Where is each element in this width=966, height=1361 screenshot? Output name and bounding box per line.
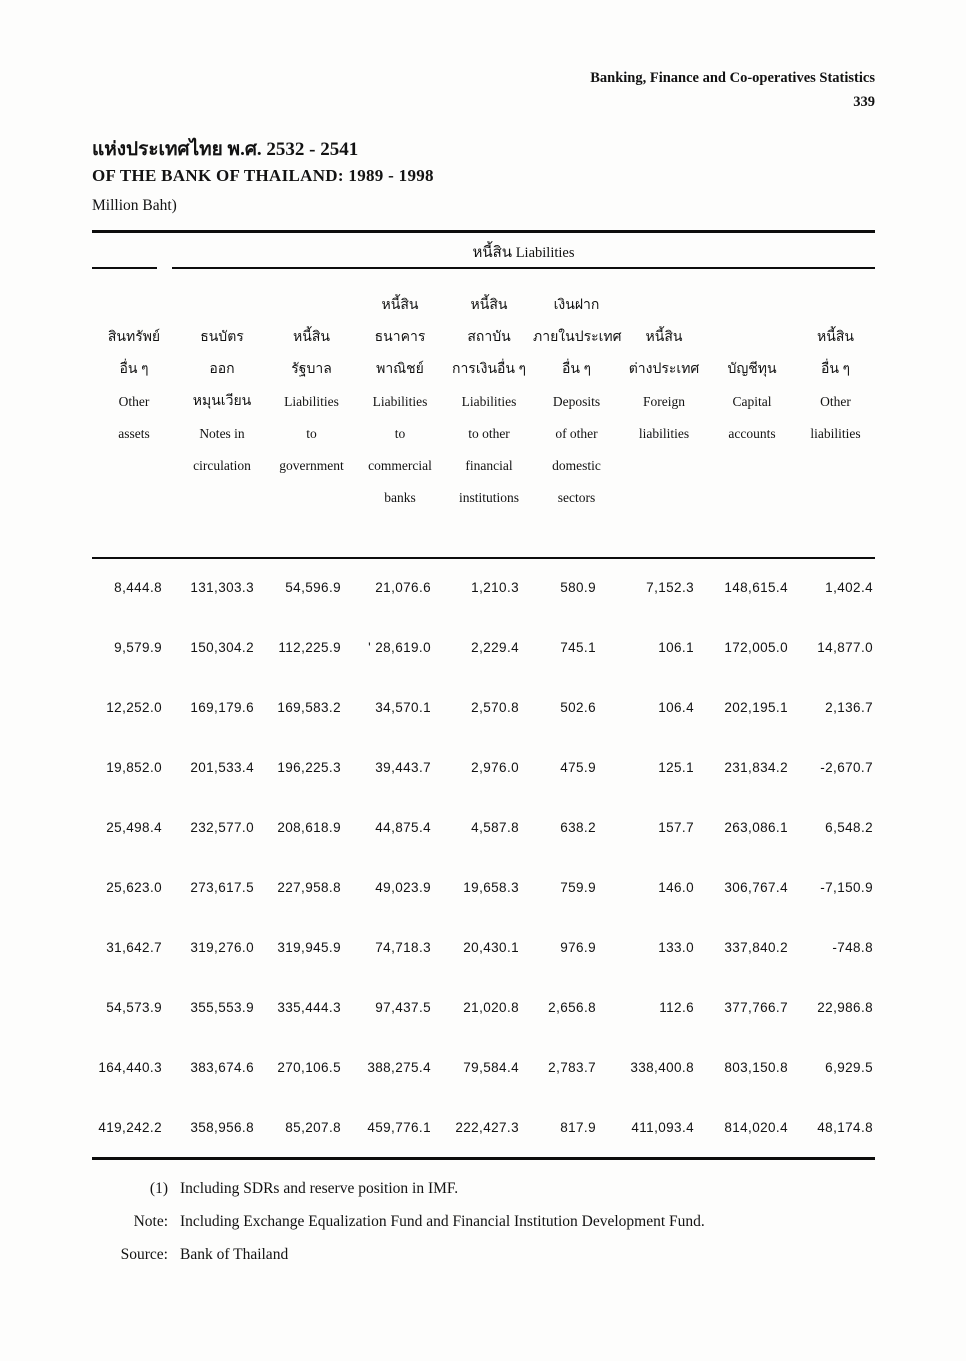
column-header-other-liabilities-line5: liabilities bbox=[810, 426, 861, 441]
footnote-label: Note: bbox=[133, 1213, 168, 1230]
table-cell-r9-c9: 6,929.5 bbox=[825, 1059, 873, 1075]
footnote-text: Including SDRs and reserve position in IMF. bbox=[180, 1180, 459, 1197]
table-cell-r1-c5: 1,210.3 bbox=[471, 579, 519, 595]
page-number: 339 bbox=[853, 94, 875, 110]
table-top-rule bbox=[92, 230, 875, 233]
column-header-liabilities-to-commercial-banks-line5: to bbox=[394, 426, 406, 441]
column-header-deposits-of-other-domestic-sectors-line7: sectors bbox=[557, 490, 596, 505]
table-cell-r3-c4: 34,570.1 bbox=[375, 699, 431, 715]
column-header-other-liabilities-line4: Other bbox=[820, 394, 851, 409]
column-header-notes-in-circulation-line5: Notes in bbox=[199, 426, 245, 441]
table-cell-r5-c6: 638.2 bbox=[560, 819, 596, 835]
unit-label: Million Baht) bbox=[92, 197, 177, 214]
column-header-liabilities-to-commercial-banks-line4: Liabilities bbox=[372, 394, 428, 409]
table-cell-r4-c9: -2,670.7 bbox=[820, 759, 873, 775]
table-cell-r10-c5: 222,427.3 bbox=[455, 1119, 519, 1135]
column-header-deposits-of-other-domestic-sectors-line4: Deposits bbox=[552, 394, 601, 409]
table-cell-r1-c6: 580.9 bbox=[560, 579, 596, 595]
table-cell-r2-c6: 745.1 bbox=[560, 639, 596, 655]
column-header-liabilities-to-commercial-banks-line2: ธนาคาร bbox=[374, 330, 426, 345]
table-cell-r8-c6: 2,656.8 bbox=[548, 999, 596, 1015]
column-header-other-assets-line4: Other bbox=[118, 394, 150, 409]
footnotes bbox=[92, 1180, 875, 1279]
title-thai: แห่งประเทศไทย พ.ศ. 2532 - 2541 bbox=[92, 139, 359, 160]
footnote-label: (1) bbox=[149, 1180, 168, 1197]
column-header-foreign-liabilities-line5: liabilities bbox=[638, 426, 690, 441]
column-header-liabilities-to-other-financial-institutions-line6: financial bbox=[465, 458, 513, 473]
column-header-notes-in-circulation-line4: หมุนเวียน bbox=[192, 394, 252, 409]
table-cell-r4-c3: 196,225.3 bbox=[277, 759, 341, 775]
table-body bbox=[92, 557, 875, 1157]
table-cell-r6-c5: 19,658.3 bbox=[463, 879, 519, 895]
group-header-thai: หนี้สิน bbox=[472, 245, 513, 261]
column-header-liabilities-to-other-financial-institutions-line4: Liabilities bbox=[461, 394, 517, 409]
column-header-capital-accounts-line7 bbox=[708, 482, 796, 514]
column-header-other-assets-line5: assets bbox=[118, 426, 150, 441]
column-header-liabilities-to-other-financial-institutions-line5: to other bbox=[468, 426, 510, 441]
table-cell-r7-c3: 319,945.9 bbox=[277, 939, 341, 955]
column-header-liabilities-to-commercial-banks-line7: banks bbox=[384, 490, 416, 505]
table-cell-r9-c5: 79,584.4 bbox=[463, 1059, 519, 1075]
table-cell-r6-c3: 227,958.8 bbox=[277, 879, 341, 895]
page-header bbox=[590, 66, 875, 114]
table-cell-r6-c8: 306,767.4 bbox=[724, 879, 788, 895]
table-cell-r3-c6: 502.6 bbox=[560, 699, 596, 715]
table-cell-r9-c8: 803,150.8 bbox=[724, 1059, 788, 1075]
table-cell-r4-c8: 231,834.2 bbox=[724, 759, 788, 775]
table-cell-r3-c1: 12,252.0 bbox=[106, 699, 162, 715]
table-cell-r10-c7: 411,093.4 bbox=[631, 1119, 694, 1135]
table-bottom-rule bbox=[92, 1157, 875, 1160]
table-cell-r5-c3: 208,618.9 bbox=[277, 819, 341, 835]
column-header-other-liabilities-line2: หนี้สิน bbox=[817, 330, 854, 345]
table-cell-r4-c4: 39,443.7 bbox=[375, 759, 431, 775]
footnote-label: Source: bbox=[120, 1246, 168, 1263]
table-cell-r2-c2: 150,304.2 bbox=[190, 639, 254, 655]
table-cell-r3-c3: 169,583.2 bbox=[277, 699, 341, 715]
table-cell-r6-c7: 146.0 bbox=[658, 879, 694, 895]
footnote-row bbox=[92, 1213, 875, 1246]
table-cell-r9-c1: 164,440.3 bbox=[98, 1059, 162, 1075]
table-cell-r4-c1: 19,852.0 bbox=[106, 759, 162, 775]
table-cell-r7-c5: 20,430.1 bbox=[463, 939, 519, 955]
column-header-deposits-of-other-domestic-sectors-line5: of other bbox=[555, 426, 598, 441]
table-cell-r5-c2: 232,577.0 bbox=[190, 819, 254, 835]
table-cell-r3-c8: 202,195.1 bbox=[724, 699, 788, 715]
table-cell-r5-c7: 157.7 bbox=[658, 819, 694, 835]
column-header-foreign-liabilities-line2: หนี้สิน bbox=[645, 330, 683, 345]
table-cell-r10-c6: 817.9 bbox=[560, 1119, 596, 1135]
table-cell-r8-c5: 21,020.8 bbox=[463, 999, 519, 1015]
column-header-other-assets-line3: อื่น ๆ bbox=[119, 362, 149, 377]
table-cell-r9-c7: 338,400.8 bbox=[630, 1059, 694, 1075]
column-header-deposits-of-other-domestic-sectors-line2: ภายในประเทศ bbox=[533, 330, 622, 345]
table-cell-r7-c7: 133.0 bbox=[658, 939, 694, 955]
table-cell-r7-c9: -748.8 bbox=[832, 939, 873, 955]
table-cell-r5-c9: 6,548.2 bbox=[825, 819, 873, 835]
column-header-liabilities-to-other-financial-institutions-line7: institutions bbox=[458, 490, 519, 505]
table-cell-r10-c1: 419,242.2 bbox=[98, 1119, 162, 1135]
column-header-capital-accounts-line6 bbox=[708, 450, 796, 482]
column-header-liabilities-to-government-line4: Liabilities bbox=[284, 394, 339, 409]
column-header-other-liabilities-line6 bbox=[796, 450, 875, 482]
table-cell-r6-c2: 273,617.5 bbox=[190, 879, 254, 895]
column-header-deposits-of-other-domestic-sectors-line6: domestic bbox=[552, 458, 601, 473]
table-cell-r2-c7: 106.1 bbox=[658, 639, 694, 655]
table-cell-r4-c2: 201,533.4 bbox=[190, 759, 254, 775]
column-header-foreign-liabilities-line7 bbox=[620, 482, 708, 514]
table-cell-r7-c1: 31,642.7 bbox=[106, 939, 162, 955]
table-cell-r8-c8: 377,766.7 bbox=[724, 999, 788, 1015]
column-header-liabilities-to-commercial-banks-line3: พาณิชย์ bbox=[376, 362, 424, 377]
table-cell-r5-c5: 4,587.8 bbox=[471, 819, 519, 835]
liabilities-group-header bbox=[172, 240, 875, 264]
column-header-liabilities-to-government-line3: รัฐบาล bbox=[291, 362, 332, 377]
table-cell-r5-c1: 25,498.4 bbox=[106, 819, 162, 835]
footnote-text: Bank of Thailand bbox=[180, 1246, 289, 1263]
column-header-other-assets-line7 bbox=[92, 482, 176, 514]
column-headers bbox=[92, 290, 875, 514]
footnote-row bbox=[92, 1246, 875, 1279]
table-cell-r6-c1: 25,623.0 bbox=[106, 879, 162, 895]
table-cell-r1-c3: 54,596.9 bbox=[285, 579, 341, 595]
column-header-other-assets-line6 bbox=[92, 450, 176, 482]
table-cell-r2-c5: 2,229.4 bbox=[471, 639, 519, 655]
column-header-liabilities-to-government-line2: หนี้สิน bbox=[293, 330, 330, 345]
table-cell-r2-c1: 9,579.9 bbox=[114, 639, 162, 655]
table-cell-r5-c4: 44,875.4 bbox=[375, 819, 431, 835]
table-cell-r1-c4: 21,076.6 bbox=[375, 579, 431, 595]
table-cell-r8-c2: 355,553.9 bbox=[190, 999, 254, 1015]
column-header-liabilities-to-other-financial-institutions-line2: สถาบัน bbox=[467, 330, 511, 345]
table-cell-r2-c3: 112,225.9 bbox=[278, 639, 341, 655]
table-cell-r7-c6: 976.9 bbox=[560, 939, 596, 955]
column-header-foreign-liabilities-line6 bbox=[620, 450, 708, 482]
column-header-capital-accounts-line4: Capital bbox=[732, 394, 772, 409]
table-cell-r10-c4: 459,776.1 bbox=[367, 1119, 431, 1135]
table-cell-r7-c4: 74,718.3 bbox=[375, 939, 431, 955]
table-cell-r9-c2: 383,674.6 bbox=[190, 1059, 254, 1075]
table-cell-r9-c6: 2,783.7 bbox=[548, 1059, 596, 1075]
column-header-notes-in-circulation-line1 bbox=[176, 290, 268, 322]
footnote-row bbox=[92, 1180, 875, 1213]
footnote-text: Including Exchange Equalization Fund and Financial Institution Development Fund. bbox=[180, 1213, 705, 1230]
column-header-capital-accounts-line5: accounts bbox=[728, 426, 776, 441]
liabilities-header-rule bbox=[172, 267, 875, 269]
column-header-notes-in-circulation-line3: ออก bbox=[209, 362, 235, 377]
table-cell-r10-c3: 85,207.8 bbox=[285, 1119, 341, 1135]
column-header-notes-in-circulation-line6: circulation bbox=[193, 458, 251, 473]
column-header-deposits-of-other-domestic-sectors-line1: เงินฝาก bbox=[553, 298, 600, 313]
table-cell-r10-c2: 358,956.8 bbox=[190, 1119, 254, 1135]
table-cell-r1-c9: 1,402.4 bbox=[825, 579, 873, 595]
series-title: Banking, Finance and Co-operatives Statistics bbox=[590, 70, 875, 86]
group-header-english: Liabilities bbox=[515, 245, 575, 261]
column-header-liabilities-to-other-financial-institutions-line3: การเงินอื่น ๆ bbox=[451, 362, 527, 377]
column-header-liabilities-to-commercial-banks-line6: commercial bbox=[368, 458, 432, 473]
column-header-foreign-liabilities-line4: Foreign bbox=[643, 394, 685, 409]
column-header-other-liabilities-line7 bbox=[796, 482, 875, 514]
table-cell-r1-c8: 148,615.4 bbox=[724, 579, 788, 595]
column-header-other-liabilities-line3: อื่น ๆ bbox=[821, 362, 850, 377]
table-cell-r8-c9: 22,986.8 bbox=[817, 999, 873, 1015]
column-header-deposits-of-other-domestic-sectors-line3: อื่น ๆ bbox=[562, 362, 591, 377]
table-cell-r3-c2: 169,179.6 bbox=[190, 699, 254, 715]
table-cell-r6-c6: 759.9 bbox=[560, 879, 596, 895]
table-cell-r4-c6: 475.9 bbox=[560, 759, 596, 775]
column-header-capital-accounts-line1 bbox=[708, 290, 796, 322]
table-cell-r3-c5: 2,570.8 bbox=[471, 699, 519, 715]
column-header-foreign-liabilities-line3: ต่างประเทศ bbox=[628, 362, 700, 377]
table-cell-r3-c7: 106.4 bbox=[658, 699, 694, 715]
table-cell-r10-c8: 814,020.4 bbox=[724, 1119, 788, 1135]
table-cell-r8-c3: 335,444.3 bbox=[277, 999, 341, 1015]
table-cell-r9-c4: 388,275.4 bbox=[367, 1059, 431, 1075]
table-cell-r5-c8: 263,086.1 bbox=[724, 819, 788, 835]
column-header-other-assets-line2: สินทรัพย์ bbox=[107, 330, 161, 345]
assets-header-rule bbox=[92, 267, 157, 269]
table-cell-r1-c2: 131,303.3 bbox=[190, 579, 254, 595]
table-cell-r6-c9: -7,150.9 bbox=[820, 879, 873, 895]
column-header-liabilities-to-commercial-banks-line1: หนี้สิน bbox=[381, 298, 419, 313]
column-header-capital-accounts-line2 bbox=[708, 322, 796, 354]
table-cell-r2-c4: ' 28,619.0 bbox=[368, 639, 431, 655]
column-header-notes-in-circulation-line2: ธนบัตร bbox=[200, 330, 244, 345]
table-cell-r6-c4: 49,023.9 bbox=[375, 879, 431, 895]
column-header-liabilities-to-other-financial-institutions-line1: หนี้สิน bbox=[470, 298, 508, 313]
column-header-capital-accounts-line3: บัญชีทุน bbox=[727, 362, 777, 377]
column-header-other-assets-line1 bbox=[92, 290, 176, 322]
column-header-notes-in-circulation-line7 bbox=[176, 482, 268, 514]
table-cell-r8-c1: 54,573.9 bbox=[106, 999, 162, 1015]
table-cell-r2-c8: 172,005.0 bbox=[724, 639, 788, 655]
table-cell-r4-c7: 125.1 bbox=[658, 759, 694, 775]
column-header-liabilities-to-government-line6: government bbox=[279, 458, 344, 473]
table-cell-r7-c8: 337,840.2 bbox=[724, 939, 788, 955]
table-cell-r9-c3: 270,106.5 bbox=[277, 1059, 341, 1075]
column-header-foreign-liabilities-line1 bbox=[620, 290, 708, 322]
column-header-liabilities-to-government-line1 bbox=[268, 290, 355, 322]
table-cell-r7-c2: 319,276.0 bbox=[190, 939, 254, 955]
table-cell-r1-c7: 7,152.3 bbox=[646, 579, 694, 595]
column-header-liabilities-to-government-line5: to bbox=[306, 426, 317, 441]
column-header-liabilities-to-government-line7 bbox=[268, 482, 355, 514]
title-english: OF THE BANK OF THAILAND: 1989 - 1998 bbox=[92, 166, 434, 185]
table-cell-r4-c5: 2,976.0 bbox=[471, 759, 519, 775]
table-cell-r3-c9: 2,136.7 bbox=[825, 699, 873, 715]
table-cell-r2-c9: 14,877.0 bbox=[817, 639, 873, 655]
table-cell-r1-c1: 8,444.8 bbox=[114, 579, 162, 595]
table-cell-r8-c7: 112.6 bbox=[659, 999, 694, 1015]
table-cell-r10-c9: 48,174.8 bbox=[817, 1119, 873, 1135]
table-cell-r8-c4: 97,437.5 bbox=[375, 999, 431, 1015]
column-header-other-liabilities-line1 bbox=[796, 290, 875, 322]
